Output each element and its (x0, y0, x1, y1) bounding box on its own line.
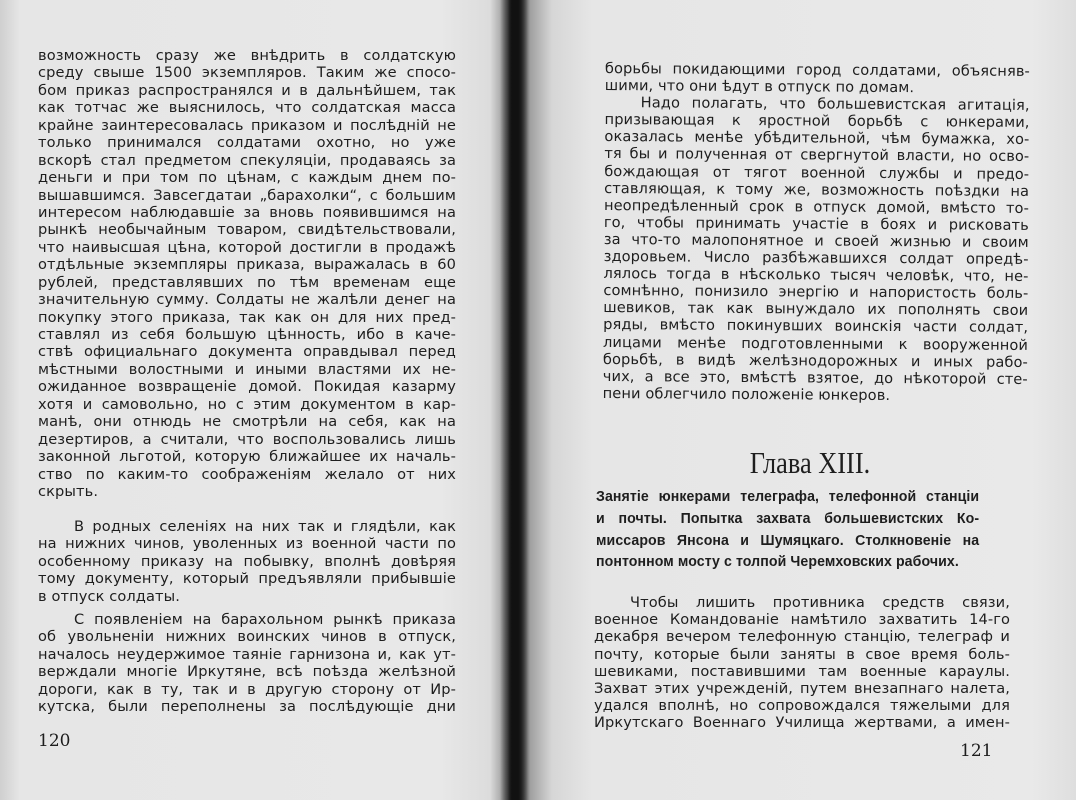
text-line: удался вполнѣ, но сопровождался тяжелыми для (594, 697, 1010, 715)
text-line: Захват этих учрежденiй, путем внезапнаго налета, (594, 679, 1010, 697)
text-line: за что-то малопонятное и своей жизнью и своим (603, 230, 1029, 251)
text-line: возможность сразу же внѣдрить в солдатскую (38, 47, 456, 64)
text-line: отдѣльные экземпляры приказа, выражалась в 60 (38, 256, 456, 274)
text-line: и почты. Попытка захвата большевистских Ко- (596, 509, 980, 527)
left-paragraph-2 (38, 518, 456, 605)
text-line: законной льготой, которую ближайшее их началь- (38, 448, 456, 466)
text-line: только принимался солдатами охотно, но уже (38, 134, 456, 152)
text-line: верждали многiе Иркутяне, всѣ поѣзда желѣзной (38, 663, 456, 681)
text-line: ряды, вмѣсто покинувших воинскiя части солдат, (603, 316, 1029, 337)
text-line: ожиданное возвращенiе домой. Покидая казарму (38, 378, 456, 396)
text-line: крайне заинтересовалась приказом и послѣднiй не (38, 116, 456, 134)
text-line: Чтобы лишить противника средств связи, (630, 594, 1010, 611)
text-line: здоровьем. Число разбѣжавшихся солдат опредѣ- (603, 248, 1029, 268)
text-line: Иркутскаго Военнаго Училища жертвами, а имен- (594, 714, 1010, 732)
text-line: манѣ, они отнюдь не смотрѣли на себя, как на (38, 413, 456, 431)
text-line: почту, которые были заняты в свое время боль- (594, 645, 1010, 663)
right-paragraph-2 (594, 594, 1010, 732)
text-line: лялось тогда в нѣсколько тысяч человѣк, что, не- (603, 265, 1029, 286)
text-line: шевиков, так как вынуждало их пополнять свои (603, 299, 1029, 320)
text-line: что наивысшая цѣна, которой достигли в продажѣ (38, 238, 456, 256)
text-line: бом приказ распространялся и в дальнѣйшем, так (38, 81, 456, 99)
text-line: ство по каким-то соображенiям желало от них (38, 465, 456, 483)
text-line: борьбы покидающими город солдатами, объясняв- (604, 60, 1030, 80)
text-line: тому документу, который предъявляли прибывшiе (38, 570, 456, 588)
text-line: военное Командованiе намѣтило захватить 14-го (594, 611, 1010, 629)
text-line: хотя и самовольно, но с этим документом в кар- (38, 395, 456, 413)
text-line: особенному приказу на побывку, вполнѣ довѣряя (38, 552, 456, 570)
right-paragraph-1 (603, 60, 1030, 405)
text-line: пени облегчило положенiе юнкеров. (602, 384, 891, 404)
page-number-left: 120 (38, 731, 71, 751)
text-line: об увольненiи нижних воинских чинов в отпуск, (38, 628, 456, 646)
text-line: го, чтобы принимать участiе в боях и рисковать (603, 213, 1029, 234)
text-line: значительную сумму. Солдаты не жалѣли денег на (38, 291, 456, 309)
text-line: среду свыше 1500 экземпляров. Таким же спосо- (38, 64, 456, 82)
text-line: вышавшимся. Завсегдатаи „барахолки“, с большим (38, 186, 456, 204)
text-line: неопредѣленный срок в отпуск домой, вмѣсто то- (603, 196, 1030, 217)
text-line: В родных селенiях на них так и глядѣли, как (74, 518, 456, 535)
text-line: призывающая к яростной борьбѣ с юнкерами, (604, 111, 1030, 132)
text-line: оказалась менѣе убѣдительной, чѣм бумажка, хо- (604, 128, 1030, 149)
left-paragraph-1 (38, 47, 456, 500)
text-line: скрыть. (38, 482, 99, 500)
text-line: бождающая от тягот военной службы и предо- (604, 162, 1030, 183)
text-line: дороги, как в ту, так и в другую сторону от Ир- (38, 680, 456, 698)
text-line: началось неудержимое таянiе гарнизона и, как ут- (38, 645, 456, 663)
text-line: тя бы и полученная от свергнутой власти, но осво- (604, 145, 1030, 166)
text-line: миссаров Янсона и Шумяцкаго. Столкновенiе на (596, 531, 980, 549)
text-line: лицами менѣе подготовленными к вооруженной (602, 333, 1029, 354)
text-line: Занятiе юнкерами телеграфа, телефонной станцiи (596, 488, 980, 505)
text-line: понтонном мосту с толпой Черемховских рабочих. (596, 553, 959, 571)
text-line: ставлял из себя большую цѣнность, ибо в каче- (38, 326, 456, 343)
text-line: дезертиров, а считали, что воспользовались лишь (38, 430, 456, 448)
text-line: Надо полагать, что большевистская агитацiя, (640, 94, 1030, 115)
text-line: сомнѣнно, понизило энергiю и напористость боль- (603, 282, 1029, 303)
text-line: ставляющая, к тому же, возможность поѣздки на (604, 179, 1030, 200)
chapter-title: Глава XIII. (749, 445, 871, 480)
text-line: борьбѣ, в видѣ желѣзнодорожных и иных рабо- (602, 350, 1028, 371)
text-line: как тотчас же выяснилось, что солдатская масса (38, 99, 456, 117)
text-line: С появленiем на барахольном рынкѣ приказа (74, 611, 456, 628)
text-line: вскорѣ стал предметом спекуляцiи, продаваясь за (38, 151, 456, 169)
text-line: в отпуск солдаты. (38, 587, 181, 605)
text-line: шевиками, поставившими там военные караулы. (594, 662, 1010, 680)
text-line: кутска, были переполнены за послѣдующiе дни (38, 698, 456, 716)
text-line: на нижних чинов, уволенных из военной части по (38, 535, 456, 553)
left-paragraph-3 (38, 611, 456, 716)
text-line: шими, что они ѣдут в отпуск по домам. (604, 77, 915, 97)
text-line: рублей, представлявших по тѣм временам еще (38, 273, 456, 291)
text-line: декабря вечером телефонную станцiю, телеграф и (594, 628, 1010, 646)
text-line: интересом наблюдавшiе за вновь появившимся на (38, 203, 456, 221)
chapter-summary (596, 486, 979, 573)
text-line: ствѣ официальнаго документа оправдывал перед (38, 343, 456, 361)
text-line: покупку этого приказа, так как он для них пред- (38, 308, 456, 326)
text-line: деньги и при том по цѣнам, с каждым днем по- (38, 169, 456, 187)
text-line: мѣстными волостными и иными властями их не- (38, 360, 456, 378)
text-line: чих, а все это, вмѣстѣ взятое, до нѣкоторой сте- (602, 367, 1028, 388)
book-spine-gutter (500, 0, 530, 800)
text-line: рынкѣ необычайным товаром, свидѣтельствовали, (38, 221, 456, 239)
page-number-right: 121 (960, 741, 993, 761)
